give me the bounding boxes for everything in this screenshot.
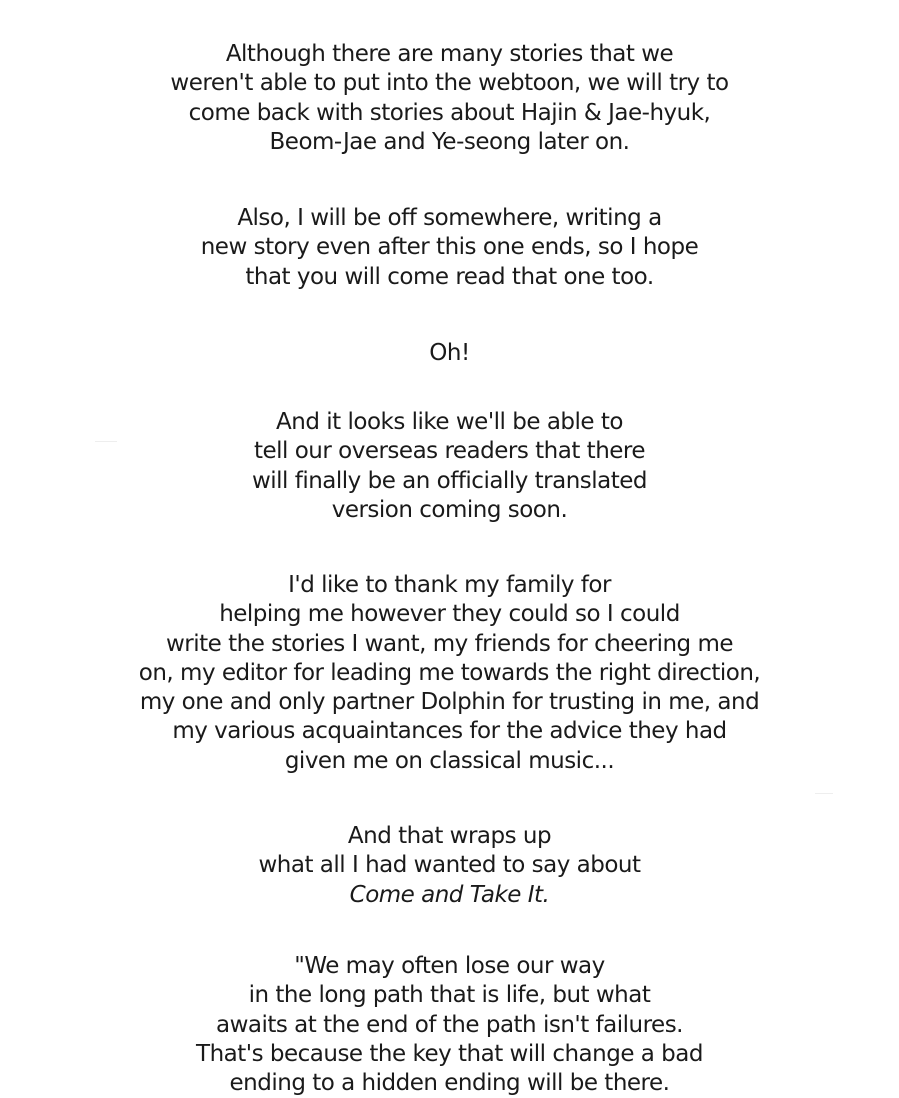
text-line: Beom-Jae and Ye-seong later on. <box>269 128 630 155</box>
paragraph-thanks <box>0 571 899 776</box>
text-line: I'd like to thank my family for <box>288 572 611 598</box>
text-line: new story even after this one ends, so I hope <box>200 234 699 261</box>
text-line: that you will come read that one too. <box>245 263 654 290</box>
paragraph-official-translation <box>0 408 899 525</box>
text-line: given me on classical music... <box>284 747 615 774</box>
faint-mark <box>815 793 833 794</box>
text-line: And it looks like we'll be able to <box>276 409 623 435</box>
work-title: Come and Take It. <box>349 881 550 908</box>
text-line: write the stories I want, my friends for cheering me <box>165 630 733 657</box>
text-line: what all I had wanted to say about <box>258 852 641 879</box>
text-line: ending to a hidden ending will be there. <box>229 1070 670 1097</box>
paragraph-future-stories <box>0 40 899 157</box>
text-line: Although there are many stories that we <box>225 41 674 67</box>
text-line: my one and only partner Dolphin for trusting in me, and <box>139 689 760 716</box>
paragraph-wrap-up <box>0 822 899 910</box>
paragraph-new-story <box>0 204 899 292</box>
text-line: on, my editor for leading me towards the right direction, <box>138 659 761 686</box>
paragraph-exclamation <box>0 339 899 368</box>
text-line: Also, I will be off somewhere, writing a <box>237 205 662 231</box>
text-line: That's because the key that will change a bad <box>196 1040 703 1067</box>
text-line: weren't able to put into the webtoon, we will try to <box>170 70 729 97</box>
text-line: will finally be an officially translated <box>251 467 648 494</box>
text-line: come back with stories about Hajin & Jae-hyuk, <box>188 99 711 126</box>
text-line: helping me however they could so I could <box>219 601 680 628</box>
paragraph-closing-quote <box>0 952 899 1098</box>
text-line: version coming soon. <box>331 496 568 523</box>
text-line: And that wraps up <box>347 823 552 849</box>
text-line: "We may often lose our way <box>294 953 605 979</box>
text-line: in the long path that is life, but what <box>248 982 651 1009</box>
text-line: Oh! <box>429 340 470 366</box>
text-line: my various acquaintances for the advice they had <box>172 718 727 745</box>
text-line: tell our overseas readers that there <box>253 438 646 465</box>
text-line: awaits at the end of the path isn't failures. <box>215 1011 683 1038</box>
